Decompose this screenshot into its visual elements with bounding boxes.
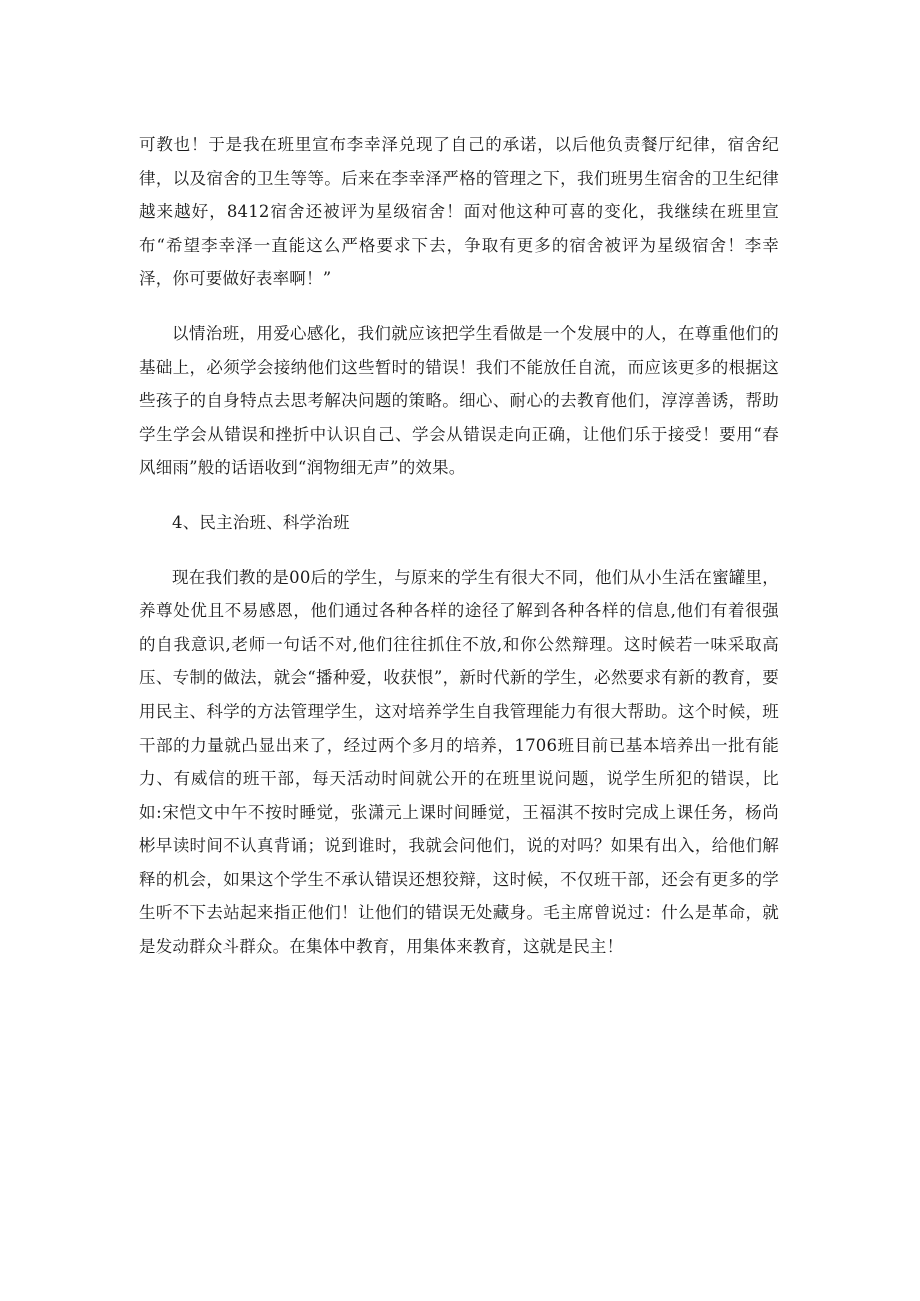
document-body [139, 128, 779, 964]
paragraph-1: 可教也！于是我在班里宣布李幸泽兑现了自己的承诺，以后他负责餐厅纪律，宿舍纪律，以及宿舍的卫生等等。后来在李幸泽严格的管理之下，我们班男生宿舍的卫生纪律越来越好，8412宿舍还被评为星级宿舍！面对他这种可喜的变化，我继续在班里宣布“希望李幸泽一直能这么严格要求下去，争取有更多的宿舍被评为星级宿舍！李幸泽，你可要做好表率啊！” [139, 135, 779, 289]
paragraph-2: 以情治班，用爱心感化，我们就应该把学生看做是一个发展中的人，在尊重他们的基础上，必须学会接纳他们这些暂时的错误！我们不能放任自流，而应该更多的根据这些孩子的自身特点去思考解决问题的策略。细心、耐心的去教育他们，淳淳善诱，帮助学生学会从错误和挫折中认识自己、学会从错误走向正确，让他们乐于接受！要用“春风细雨”般的话语收到“润物细无声”的效果。 [139, 323, 779, 478]
section-heading: 4、民主治班、科学治班 [172, 512, 350, 532]
paragraph-3: 现在我们教的是00后的学生，与原来的学生有很大不同，他们从小生活在蜜罐里，养尊处优且不易感恩，他们通过各种各样的途径了解到各种各样的信息,他们有着很强的自我意识,老师一句话不对,他们往往抓住不放,和你公然辩理。这时候若一味采取高压、专制的做法，就会“播种爱，收获恨”，新时代新的学生，必然要求有新的教育，要用民主、科学的方法管理学生，这对培养学生自我管理能力有很大帮助。这个时候，班干部的力量就凸显出来了，经过两个多月的培养，1706班目前已基本培养出一批有能力、有威信的班干部，每天活动时间就公开的在班里说问题，说学生所犯的错误，比如:宋恺文中午不按时睡觉，张潇元上课时间睡觉，王福淇不按时完成上课任务，杨尚彬早读时间不认真背诵；说到谁时，我就会问他们，说的对吗？如果有出入，给他们解释的机会，如果这个学生不承认错误还想狡辩，这时候，不仅班干部，还会有更多的学生听不下去站起来指正他们！让他们的错误无处藏身。毛主席曾说过：什么是革命，就是发动群众斗群众。在集体中教育，用集体来教育，这就是民主！ [139, 567, 779, 957]
